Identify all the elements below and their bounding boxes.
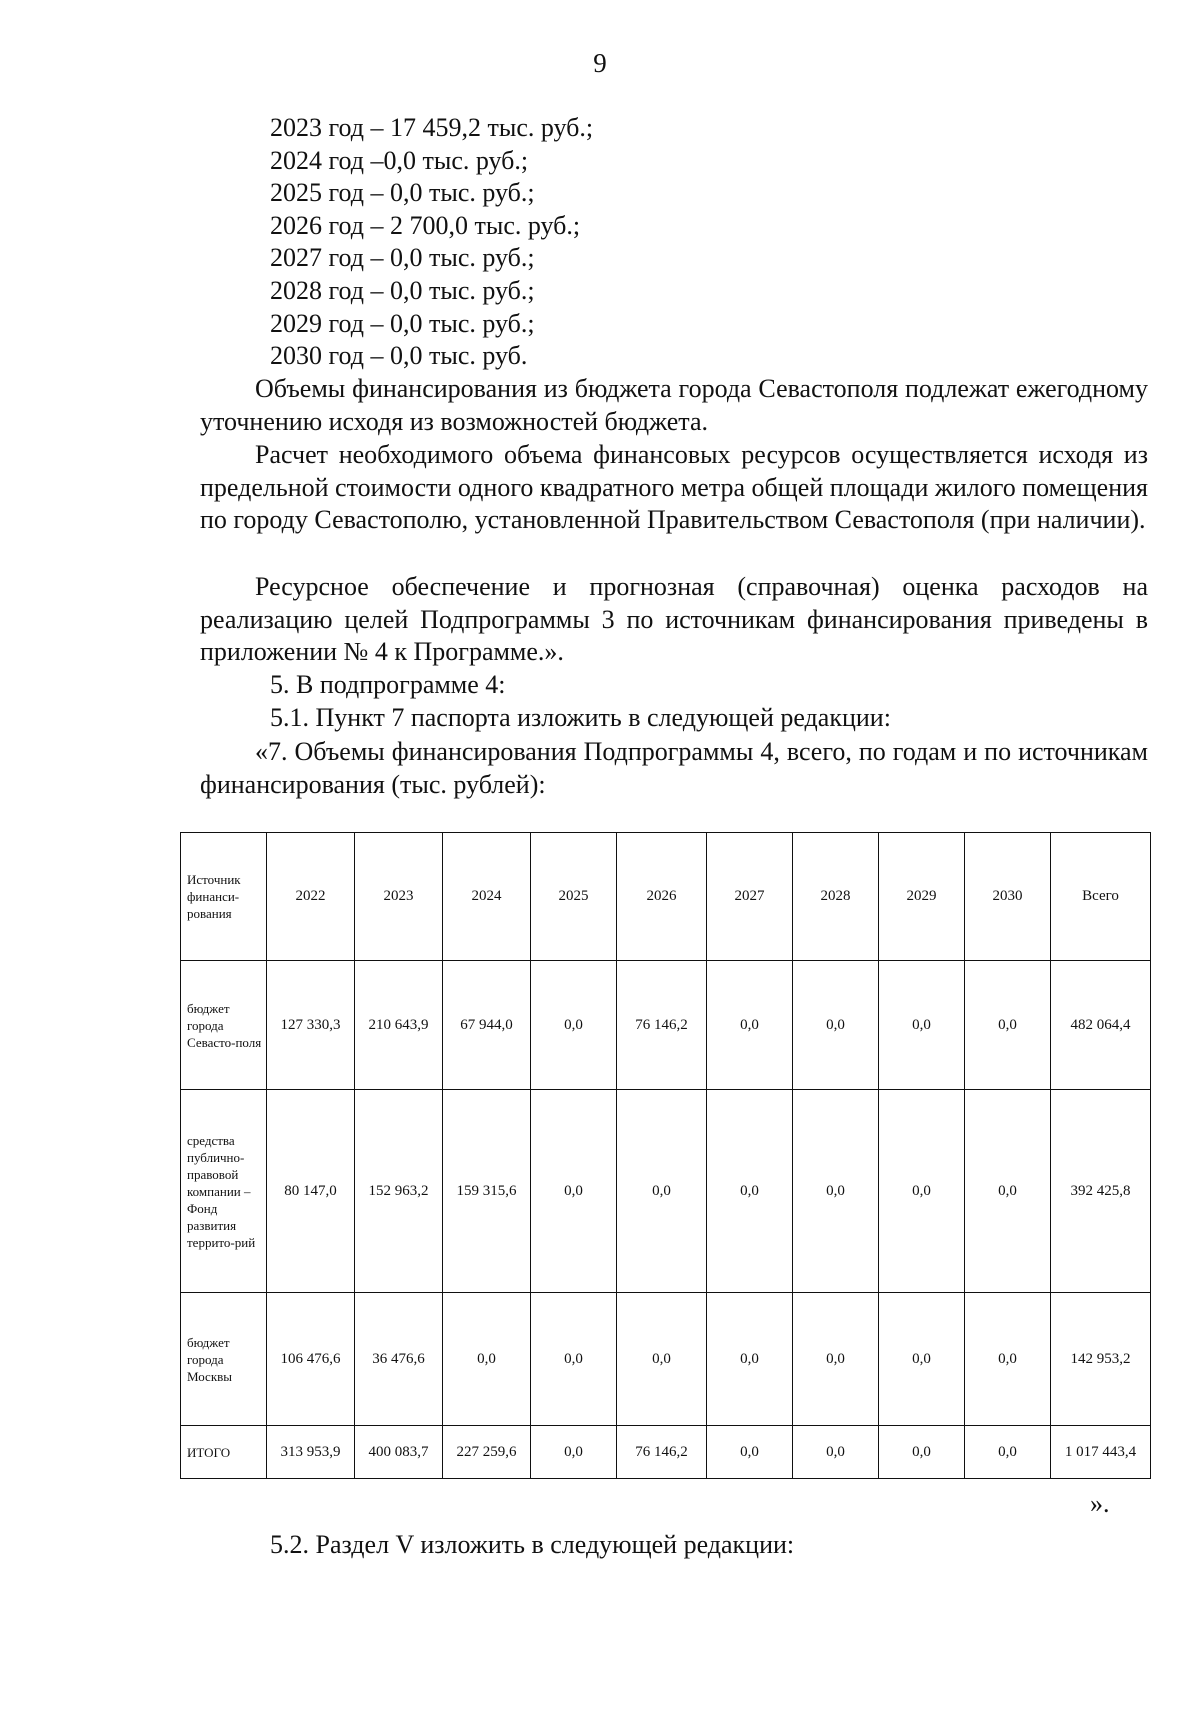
year-line: 2026 год – 2 700,0 тыс. руб.; [270, 210, 581, 240]
table-cell: 76 146,2 [617, 1426, 707, 1479]
paragraph-text: «7. Объемы финансирования Подпрограммы 4, всего, по годам и по источникам финансирования (тыс. рублей): [200, 737, 1148, 799]
header-cell: 2029 [879, 833, 965, 961]
table-cell: 0,0 [793, 961, 879, 1090]
year-line: 2028 год – 0,0 тыс. руб.; [270, 275, 535, 305]
table-cell: 0,0 [531, 1426, 617, 1479]
row-source: бюджет города Севасто-поля [181, 961, 267, 1090]
row-source: бюджет города Москвы [181, 1293, 267, 1426]
header-cell: 2025 [531, 833, 617, 961]
row-source: средства публично-правовой компании – Фонд развития террито-рий [181, 1090, 267, 1293]
table-cell: 0,0 [707, 1090, 793, 1293]
table-cell: 36 476,6 [355, 1293, 443, 1426]
table-cell: 392 425,8 [1051, 1090, 1151, 1293]
table-cell: 0,0 [879, 1426, 965, 1479]
table-cell: 106 476,6 [267, 1293, 355, 1426]
year-line: 2023 год – 17 459,2 тыс. руб.; [270, 113, 594, 142]
table-cell: 0,0 [531, 1293, 617, 1426]
header-cell: 2026 [617, 833, 707, 961]
table-cell: 80 147,0 [267, 1090, 355, 1293]
section-5-heading: 5. В подпрограмме 4: [270, 670, 506, 699]
table-cell: 1 017 443,4 [1051, 1426, 1151, 1479]
table-cell: 127 330,3 [267, 961, 355, 1090]
page-number: 9 [593, 48, 607, 78]
paragraph-item-7 [200, 736, 1148, 801]
table-cell: 67 944,0 [443, 961, 531, 1090]
table-cell: 0,0 [793, 1293, 879, 1426]
row-source: ИТОГО [181, 1426, 267, 1479]
table-cell: 76 146,2 [617, 961, 707, 1090]
table-row [181, 1293, 1151, 1426]
table-row [181, 1090, 1151, 1293]
closing-quote: ». [1090, 1489, 1110, 1518]
table-cell: 313 953,9 [267, 1426, 355, 1479]
table-header-row [181, 833, 1151, 961]
table-cell: 0,0 [879, 961, 965, 1090]
table-cell: 0,0 [531, 1090, 617, 1293]
table-cell: 142 953,2 [1051, 1293, 1151, 1426]
year-line: 2029 год – 0,0 тыс. руб.; [270, 308, 535, 338]
paragraph-text: Ресурсное обеспечение и прогнозная (справочная) оценка расходов на реализацию целей Подпрограммы 3 по источникам финансирования приведены в приложении № 4 к Программе.». [200, 572, 1148, 667]
header-cell: Всего [1051, 833, 1151, 961]
paragraph-funding-volume [200, 373, 1148, 438]
table-cell: 210 643,9 [355, 961, 443, 1090]
section-5-1-heading: 5.1. Пункт 7 паспорта изложить в следующей редакции: [270, 703, 891, 732]
year-list [270, 112, 593, 373]
table-cell: 0,0 [707, 961, 793, 1090]
table-total-row [181, 1426, 1151, 1479]
header-cell: 2022 [267, 833, 355, 961]
table-cell: 0,0 [965, 961, 1051, 1090]
table-cell: 400 083,7 [355, 1426, 443, 1479]
year-line: 2025 год – 0,0 тыс. руб.; [270, 178, 535, 208]
header-cell: 2023 [355, 833, 443, 961]
table-cell: 152 963,2 [355, 1090, 443, 1293]
paragraph-text: Объемы финансирования из бюджета города Севастополя подлежат ежегодному уточнению исходя из возможностей бюджета. [200, 374, 1148, 436]
table-cell: 0,0 [617, 1090, 707, 1293]
table-cell: 0,0 [617, 1293, 707, 1426]
header-cell: 2028 [793, 833, 879, 961]
table-cell: 0,0 [531, 961, 617, 1090]
table-cell: 0,0 [707, 1426, 793, 1479]
year-line: 2024 год –0,0 тыс. руб.; [270, 145, 529, 175]
table-cell: 227 259,6 [443, 1426, 531, 1479]
year-line: 2030 год – 0,0 тыс. руб. [270, 341, 528, 371]
header-source: Источник финанси-рования [181, 833, 267, 961]
paragraph-resources [200, 571, 1148, 669]
header-cell: 2027 [707, 833, 793, 961]
table-cell: 0,0 [965, 1426, 1051, 1479]
paragraph-text: Расчет необходимого объема финансовых ресурсов осуществляется исходя из предельной стоимости одного квадратного метра общей площади жилого помещения по городу Севастополю, установленной Правительством Севастополя (при наличии). [200, 440, 1148, 535]
table-cell: 159 315,6 [443, 1090, 531, 1293]
header-cell: 2024 [443, 833, 531, 961]
paragraph-calculation [200, 439, 1148, 537]
table-cell: 0,0 [707, 1293, 793, 1426]
table-cell: 482 064,4 [1051, 961, 1151, 1090]
table-cell: 0,0 [793, 1426, 879, 1479]
table-row [181, 961, 1151, 1090]
table-cell: 0,0 [443, 1293, 531, 1426]
table-cell: 0,0 [879, 1293, 965, 1426]
year-line: 2027 год – 0,0 тыс. руб.; [270, 243, 535, 273]
header-cell: 2030 [965, 833, 1051, 961]
table-cell: 0,0 [965, 1293, 1051, 1426]
table-cell: 0,0 [793, 1090, 879, 1293]
table-cell: 0,0 [879, 1090, 965, 1293]
financing-table [180, 832, 1151, 1479]
table-cell: 0,0 [965, 1090, 1051, 1293]
section-5-2-heading: 5.2. Раздел V изложить в следующей редакции: [270, 1530, 795, 1559]
